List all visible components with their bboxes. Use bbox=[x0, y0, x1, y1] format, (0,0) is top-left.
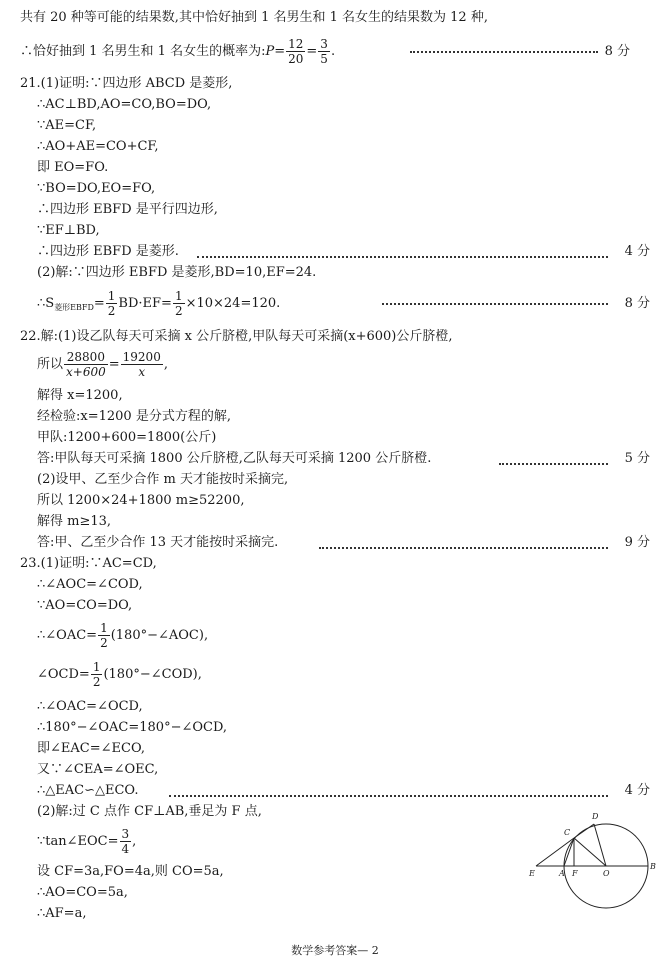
fraction: $\frac{12}{20}$ bbox=[288, 37, 304, 66]
q22-answer1: 答:甲队每天可采摘 1800 公斤脐橙,乙队每天可采摘 1200 公斤脐橙. 5 分 bbox=[37, 449, 650, 469]
fraction: $\frac{1}{2}$ bbox=[92, 660, 101, 689]
score: 9 分 bbox=[624, 535, 650, 550]
q21-line: ∵AE=CF, bbox=[37, 118, 97, 133]
q22-answer2: 答:甲、乙至少合作 13 天才能按时采摘完. 9 分 bbox=[37, 533, 650, 553]
line-co bbox=[574, 838, 606, 866]
fraction: $\frac{28800}{x+600}$ bbox=[66, 350, 106, 379]
q21-line: 21.(1)证明:∵四边形 ABCD 是菱形, bbox=[20, 76, 233, 91]
line-do bbox=[594, 824, 606, 866]
q23-line: ∵AO=CO=DO, bbox=[37, 598, 133, 613]
q21-part2: (2)解:∵四边形 EBFD 是菱形,BD=10,EF=24. bbox=[37, 265, 317, 280]
q23-line: 设 CF=3a,FO=4a,则 CO=5a, bbox=[37, 864, 224, 879]
q21-area-line: $\therefore S_{菱形EBFD}=$ $\frac{1}{2}$ BD·EF= $\frac{1}{2}$ ×10×24=120. 8 分 bbox=[37, 289, 650, 319]
fraction: $\frac{3}{4}$ bbox=[121, 827, 130, 856]
q23-tan-line: ∵tan∠EOC= $\frac{3}{4}$ , bbox=[37, 827, 137, 856]
q21-line: ∵BO=DO,EO=FO, bbox=[37, 181, 156, 196]
q23-line: 23.(1)证明:∵AC=CD, bbox=[20, 556, 157, 571]
q23-line: ∴∠AOC=∠COD, bbox=[37, 577, 143, 592]
q22-line: 解得 x=1200, bbox=[37, 388, 123, 403]
q21-line: ∵EF⊥BD, bbox=[37, 223, 100, 238]
point-label: B bbox=[650, 862, 656, 871]
point-label: C bbox=[564, 828, 571, 837]
q23-line: ∴∠OAC=∠OCD, bbox=[37, 699, 143, 714]
q23-ocd-line: ∠OCD= $\frac{1}{2}$ (180°−∠COD), bbox=[37, 660, 202, 689]
text-line: 共有 20 种等可能的结果数,其中恰好抽到 1 名男生和 1 名女生的结果数为 12 种, bbox=[20, 10, 488, 25]
q23-part2: (2)解:过 C 点作 CF⊥AB,垂足为 F 点, bbox=[37, 804, 262, 819]
fraction: $\frac{1}{2}$ bbox=[100, 621, 108, 650]
probability-line: ∴恰好抽到 1 名男生和 1 名女生的概率为:P= $\frac{12}{20}$ = $\frac{3}{5}$ . 8 分 bbox=[20, 37, 650, 67]
score: 4 分 bbox=[624, 783, 650, 798]
q22-line: 甲队:1200+600=1800(公斤) bbox=[37, 430, 217, 445]
q22-line: 解得 m≥13, bbox=[37, 514, 112, 529]
line-ec bbox=[536, 838, 574, 866]
q23-similarity: ∴△EAC∽△ECO. 4 分 bbox=[37, 781, 650, 801]
score: 8 分 bbox=[624, 296, 650, 311]
q22-line: 22.解:(1)设乙队每天可采摘 x 公斤脐橙,甲队每天可采摘(x+600)公斤脐橙, bbox=[20, 329, 453, 344]
q23-line: 即∠EAC=∠ECO, bbox=[37, 741, 145, 756]
q23-oac-line: ∴∠OAC= $\frac{1}{2}$ (180°−∠AOC), bbox=[37, 621, 209, 650]
q22-equation: 所以 $\frac{28800}{x+600}$ = $\frac{19200}{x}$ , bbox=[37, 350, 168, 379]
leader-dots bbox=[169, 775, 608, 797]
fraction: $\frac{3}{5}$ bbox=[320, 37, 328, 66]
q22-line: 经检验:x=1200 是分式方程的解, bbox=[37, 409, 231, 424]
q21-line: ∴四边形 EBFD 是平行四边形, bbox=[37, 202, 218, 217]
leader-dots bbox=[499, 443, 608, 465]
leader-dots bbox=[197, 236, 608, 258]
q21-conclusion: ∴四边形 EBFD 是菱形. 4 分 bbox=[37, 242, 650, 262]
q21-line: ∴AC⊥BD,AO=CO,BO=DO, bbox=[37, 97, 212, 112]
leader-dots bbox=[319, 527, 608, 549]
q23-line: ∴180°−∠OAC=180°−∠OCD, bbox=[37, 720, 228, 735]
point-label: F bbox=[572, 869, 578, 878]
page-footer: 数学参考答案— 2 bbox=[291, 944, 379, 957]
fraction: $\frac{1}{2}$ bbox=[107, 289, 116, 318]
q21-line: ∴AO+AE=CO+CF, bbox=[37, 139, 159, 154]
point-label: D bbox=[592, 812, 599, 821]
fraction: $\frac{1}{2}$ bbox=[174, 289, 183, 318]
leader-dots bbox=[410, 31, 598, 53]
q23-line: ∴AO=CO=5a, bbox=[37, 885, 128, 900]
q22-line: (2)设甲、乙至少合作 m 天才能按时采摘完, bbox=[37, 472, 289, 487]
score: 8 分 bbox=[604, 44, 630, 59]
point-label: E bbox=[529, 869, 535, 878]
q23-line: 又∵∠CEA=∠OEC, bbox=[37, 762, 159, 777]
q22-line: 所以 1200×24+1800 m≥52200, bbox=[37, 493, 245, 508]
leader-dots bbox=[382, 283, 608, 305]
geometry-figure bbox=[526, 808, 660, 920]
point-label: A bbox=[559, 869, 565, 878]
fraction: $\frac{19200}{x}$ bbox=[122, 350, 161, 379]
line-cd bbox=[574, 824, 594, 838]
q21-line: 即 EO=FO. bbox=[37, 160, 109, 175]
point-label: O bbox=[603, 869, 610, 878]
q23-line: ∴AF=a, bbox=[37, 906, 87, 921]
score: 4 分 bbox=[624, 244, 650, 259]
score: 5 分 bbox=[624, 451, 650, 466]
